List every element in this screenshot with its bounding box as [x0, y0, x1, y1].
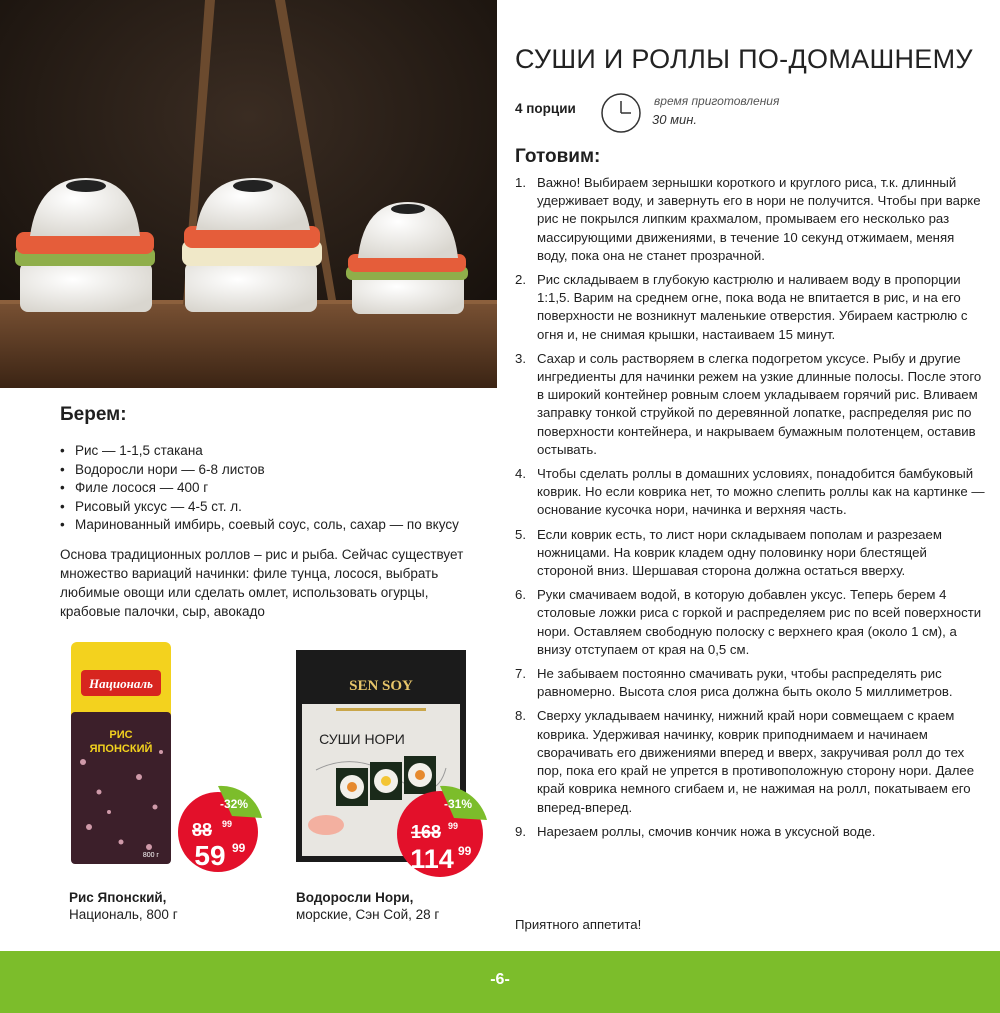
page-title: СУШИ И РОЛЛЫ ПО-ДОМАШНЕМУ [515, 44, 973, 74]
ingredient-item: • Водоросли нори — 6-8 листов [60, 461, 459, 480]
rice-product-label [69, 889, 178, 923]
step-text: Руки смачиваем водой, в которую добавлен уксус. Теперь берем 4 столовые ложки риса с горкой и распределяем рис по всей поверхности нори. Оставляем свободную полоску с верхнего края (около 1 см), а внизу отступаем от края на 0,5 см. [537, 587, 982, 657]
nori-old-price-frac: 99 [448, 821, 459, 831]
rice-pack-line1: РИС [109, 729, 133, 741]
step-text: Чтобы сделать роллы в домашних условиях, понадобится бамбуковый коврик. Но если коврика нет, то можно слепить роллы как на картинке — основание кусочка нори, начинка и верхняя часть. [537, 466, 985, 518]
rice-price: 59 [194, 840, 226, 871]
cook-heading: Готовим: [515, 146, 601, 167]
step-item [515, 271, 985, 344]
nori-product-name: Водоросли Нори, [296, 890, 414, 905]
nori-old-price: 168 [410, 822, 442, 842]
time-value: 30 мин. [652, 112, 697, 127]
step-item [515, 526, 985, 581]
rice-old-price-frac: 99 [222, 819, 233, 829]
nori-price-badge [390, 782, 490, 883]
nori-price: 114 [410, 844, 454, 874]
step-text: Сахар и соль растворяем в слегка подогретом уксусе. Рыбу и другие ингредиенты для начинки режем на узкие длинные полосы. После этого в широкий контейнер ровным слоем укладываем горячий рис. Вливаем заправку тонкой струйкой по деревянной лопатке, распределяя рис по поверхности контейнера, и накрываем бумажным полотенцем, оставив остывать. [537, 350, 982, 457]
step-item [515, 174, 985, 265]
steps-list [515, 174, 985, 847]
rice-product-name: Рис Японский, [69, 890, 167, 905]
step-number: 4. [515, 466, 526, 482]
rice-pack-brand: Националь [89, 676, 153, 691]
step-text: Важно! Выбираем зернышки короткого и круглого риса, т.к. длинный удерживает воду, и завернуть его в нори не получится. Чтобы при варке рис не покрылся липким крахмалом, промываем его несколько раз массирующими движениями, в течение 10 секунд отжимаем, меняя воду, пока она не станет прозрачной. [537, 175, 981, 263]
step-number: 9. [515, 823, 526, 839]
ingredients-list [60, 442, 459, 535]
step-text: Сверху укладываем начинку, нижний край нори совмещаем с краем коврика. Удерживая начинку, коврик приподнимаем и начинаем сворачивать его движениями вперед и вверх, закручивая ролл до тех пор, пока его край не упрется в противоположную сторону нори. Далее край коврика немного сгибаем и, не нажимая на ролл, покатываем его вперед-вперед. [537, 708, 975, 815]
rice-price-frac: 99 [232, 841, 246, 855]
clock-icon [600, 92, 642, 139]
nori-price-frac: 99 [458, 844, 472, 858]
ingredient-item: • Филе лосося — 400 г [60, 479, 459, 498]
intro-text: Основа традиционных роллов – рис и рыба. Сейчас существует множество вариаций начинки: филе тунца, лосося, выбрать любимые овощи или сделать омлет, использовать огурцы, крабовые палочки, сыр, авокадо [60, 547, 464, 619]
step-text: Если коврик есть, то лист нори складываем пополам и разрезаем ножницами. На коврик кладем одну половинку нори блестящей стороной вниз. Шершавая сторона должна остаться вверху. [537, 526, 942, 579]
step-number: 2. [515, 272, 526, 288]
page-number: -6- [490, 971, 510, 988]
step-number: 5. [515, 526, 526, 542]
nori-pack-brand: SEN SOY [349, 678, 413, 694]
bon-appetit: Приятного аппетита! [515, 917, 642, 932]
step-number: 6. [515, 587, 526, 603]
step-text: Не забываем постоянно смачивать руки, чтобы распределять рис равномерно. Высота слоя риса должна быть около 5 миллиметров. [537, 666, 953, 700]
step-number: 8. [515, 708, 526, 724]
ingredients-heading: Берем: [60, 404, 127, 425]
ingredient-item: • Рисовый уксус — 4-5 ст. л. [60, 498, 459, 517]
sushi-photo [0, 0, 497, 388]
rice-pack-line2: ЯПОНСКИЙ [89, 743, 153, 755]
step-text: Нарезаем роллы, смочив кончик ножа в уксусной воде. [537, 823, 876, 839]
rice-price-badge [172, 782, 264, 879]
step-item [515, 465, 985, 520]
step-item [515, 823, 985, 841]
step-number: 3. [515, 350, 526, 366]
step-item [515, 350, 985, 459]
step-item [515, 586, 985, 659]
nori-product-label [296, 889, 439, 923]
step-text: Рис складываем в глубокую кастрюлю и наливаем воду в пропорции 1:1,5. Варим на среднем огне, пока вода не впитается в рис, и на его поверхности не возникнут маленькие отверстия. Убираем кастрюлю с огня и, не снимая крышки, настаиваем 15 минут. [537, 272, 968, 342]
portions-label: 4 порции [515, 101, 576, 116]
step-number: 1. [515, 175, 526, 190]
rice-pack-weight: 800 г [142, 852, 159, 859]
ingredient-item: • Рис — 1-1,5 стакана [60, 442, 459, 461]
time-label: время приготовления [654, 94, 780, 108]
step-item [515, 665, 985, 701]
nori-product-subtitle: морские, Сэн Сой, 28 г [296, 907, 440, 922]
rice-product-subtitle: Националь, 800 г [69, 907, 178, 922]
ingredient-item: • Маринованный имбирь, соевый соус, соль, сахар — по вкусу [60, 516, 459, 535]
rice-package-image [69, 642, 173, 864]
rice-old-price: 88 [191, 820, 213, 840]
step-number: 7. [515, 666, 526, 682]
nori-pack-title: СУШИ НОРИ [319, 731, 405, 747]
nori-discount: -31% [443, 797, 473, 811]
step-item [515, 707, 985, 816]
rice-discount: -32% [219, 797, 249, 811]
